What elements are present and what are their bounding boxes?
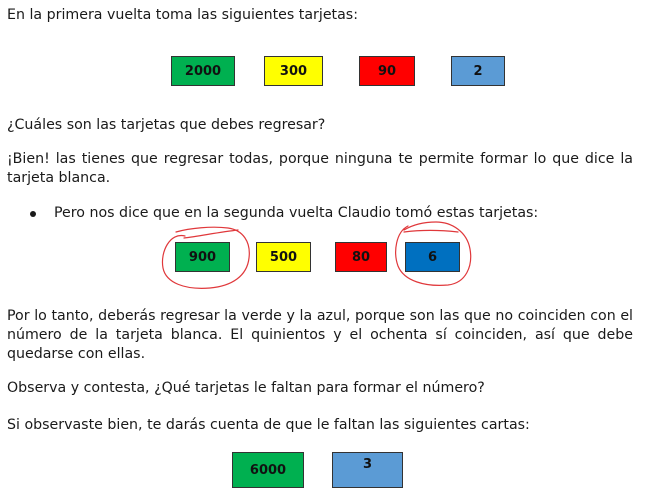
question-text: ¿Cuáles son las tarjetas que debes regresar? (7, 117, 326, 133)
card-6-blue: 6 (405, 242, 460, 272)
card-80-red: 80 (335, 242, 387, 272)
underline-stroke-900 (184, 230, 238, 238)
card-900-green: 900 (175, 242, 230, 272)
observe-text: Observa y contesta, ¿Qué tarjetas le faltan para formar el número? (7, 380, 485, 396)
card-2-blue: 2 (451, 56, 505, 86)
card-6000-green: 6000 (232, 452, 304, 488)
explanation-text: Por lo tanto, deberás regresar la verde y la azul, porque son las que no coinciden con el número de la tarjeta blanca. El quinientos y el ochenta sí coinciden, así que debe quedarse con ellas. (7, 308, 633, 362)
card-500-yellow: 500 (256, 242, 311, 272)
conclusion-text: Si observaste bien, te darás cuenta de que le faltan las siguientes cartas: (7, 417, 530, 433)
card-2000-green: 2000 (171, 56, 235, 86)
bullet-icon (30, 211, 36, 217)
card-90-red: 90 (359, 56, 415, 86)
bullet-text: Pero nos dice que en la segunda vuelta Claudio tomó estas tarjetas: (54, 205, 539, 221)
intro-text: En la primera vuelta toma las siguientes tarjetas: (7, 7, 358, 23)
answer-text: ¡Bien! las tienes que regresar todas, porque ninguna te permite formar lo que dice la tarjeta blanca. (7, 151, 633, 186)
underline-stroke-6 (404, 231, 458, 233)
card-300-yellow: 300 (264, 56, 323, 86)
card-3-blue: 3 (332, 452, 403, 488)
